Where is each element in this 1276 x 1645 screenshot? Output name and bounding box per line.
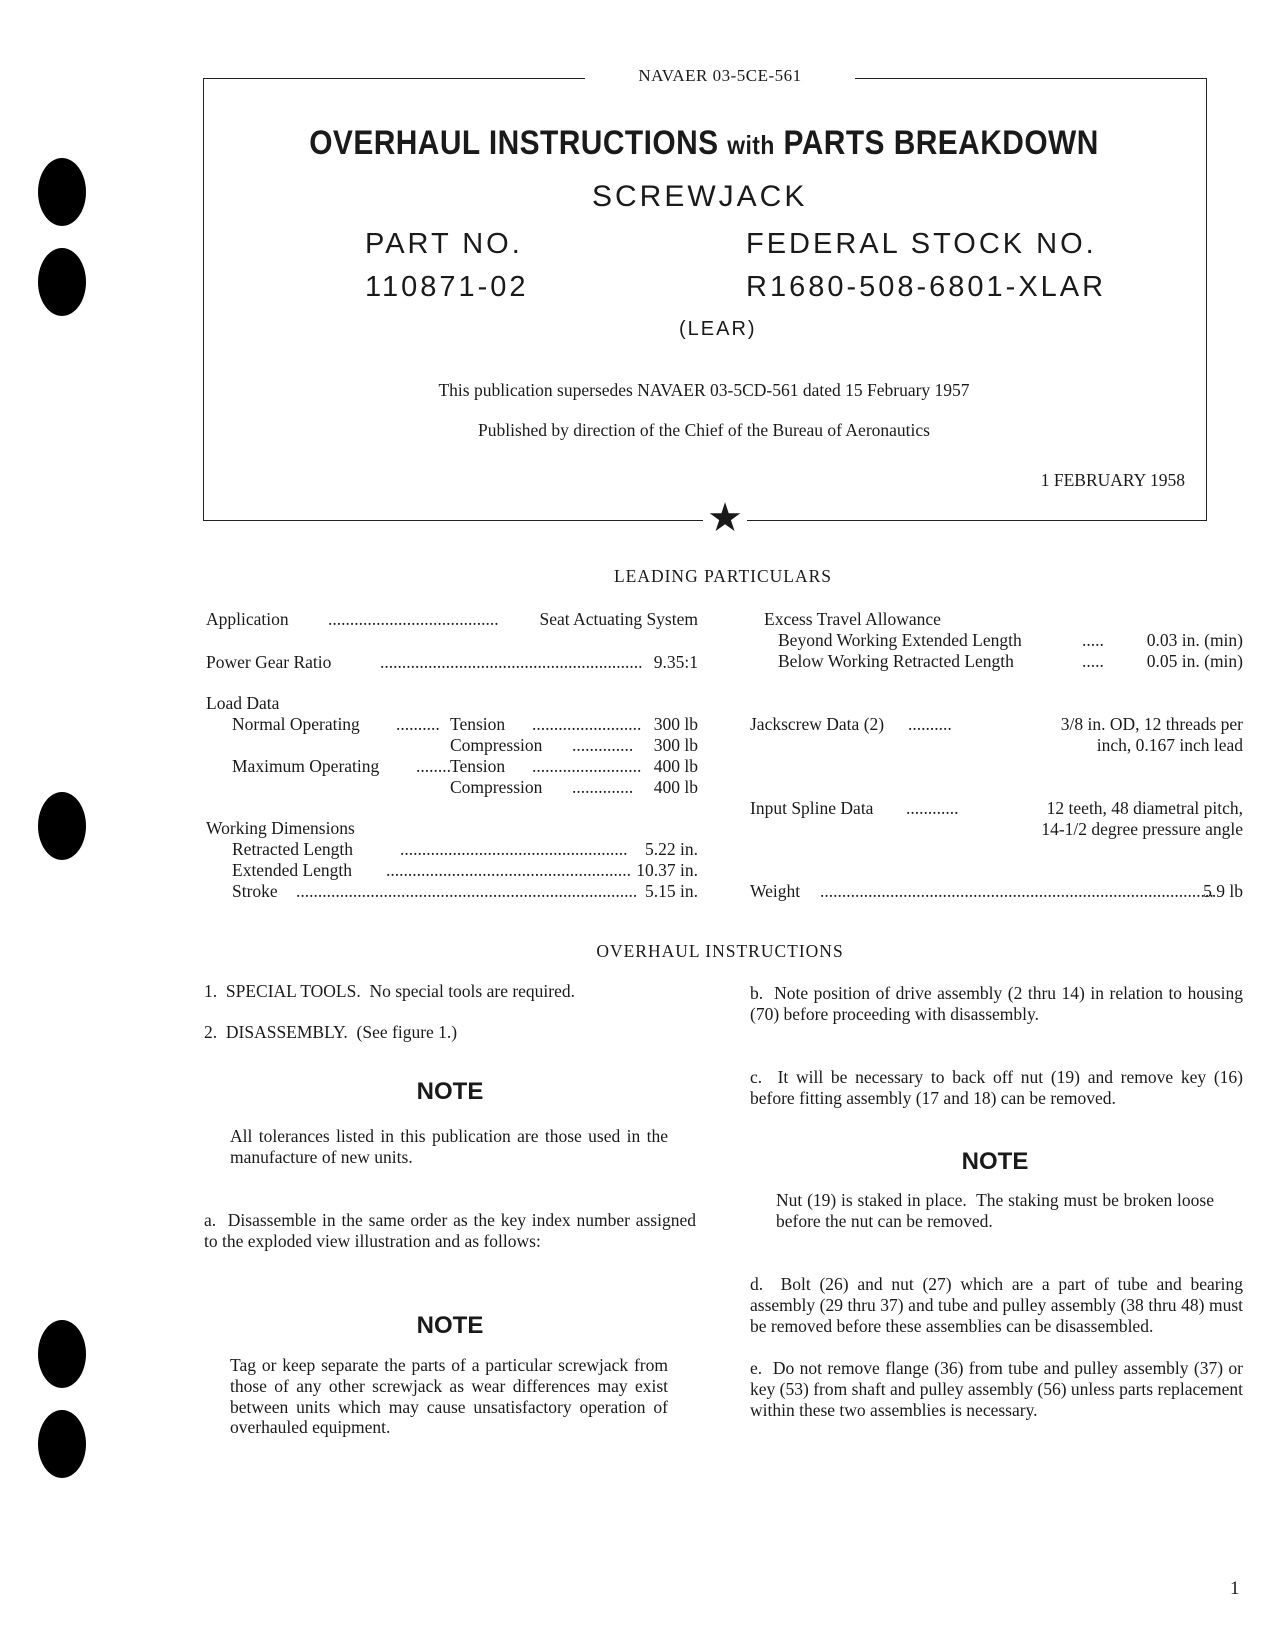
application-value: Seat Actuating System [539, 609, 698, 629]
binder-hole-upper [38, 248, 86, 316]
star-icon: ★ [705, 498, 745, 538]
weight-label: Weight [750, 881, 801, 901]
title-with: with [727, 130, 775, 160]
retracted-length-value: 5.22 in. [645, 839, 698, 859]
title-part-b: PARTS BREAKDOWN [783, 124, 1099, 162]
stock-no-label: FEDERAL STOCK NO. [746, 228, 1097, 260]
note-heading-3: NOTE [961, 1148, 1029, 1175]
max-tension-label: Tension [450, 756, 506, 776]
normal-compression-label: Compression [450, 735, 543, 755]
application-label: Application [206, 609, 289, 629]
below-retracted-leader: ..... [1082, 651, 1104, 671]
published-by: Published by direction of the Chief of the Bureau of Aeronautics [478, 420, 930, 440]
weight-value: 5.9 lb [1203, 881, 1243, 901]
normal-tension-value: 300 lb [653, 714, 698, 734]
jackscrew-value-line2: inch, 0.167 inch lead [1096, 735, 1243, 755]
beyond-extended-leader: ..... [1082, 630, 1104, 650]
publication-date: 1 FEBRUARY 1958 [1040, 470, 1185, 490]
paragraph-e: e. Do not remove flange (36) from tube and pulley assembly (37) or key (53) from shaft and pulley assembly (56) unless parts replacement within these two assemblies is necessary. [750, 1358, 1248, 1420]
note-heading-2: NOTE [416, 1312, 484, 1339]
binder-hole-bottom [38, 1410, 86, 1478]
part-no-label: PART NO. [365, 228, 523, 260]
note-heading-1: NOTE [416, 1078, 484, 1105]
input-spline-value-line1: 12 teeth, 48 diametral pitch, [1046, 798, 1243, 818]
input-spline-label: Input Spline Data [750, 798, 874, 818]
max-tension-leader: ......................... [532, 756, 642, 776]
input-spline-leader: ............ [906, 798, 959, 818]
jackscrew-label: Jackscrew Data (2) [750, 714, 885, 734]
frame-bottom-rule-left [203, 520, 703, 521]
working-dimensions-heading: Working Dimensions [206, 818, 355, 838]
max-tension-value: 400 lb [653, 756, 698, 776]
stroke-value: 5.15 in. [645, 881, 698, 901]
part-number: 110871-02 [365, 271, 529, 303]
normal-tension-label: Tension [450, 714, 506, 734]
extended-length-leader: ........................................................ [386, 860, 631, 880]
note-tolerances: All tolerances listed in this publication are those used in the manufacture of new units. [230, 1126, 668, 1167]
max-compression-label: Compression [450, 777, 543, 797]
disassembly-item: 2. DISASSEMBLY. (See figure 1.) [204, 1022, 458, 1042]
stroke-label: Stroke [232, 881, 278, 901]
below-retracted-label: Below Working Retracted Length [778, 651, 1014, 671]
overhaul-instructions-heading: OVERHAUL INSTRUCTIONS [596, 941, 844, 961]
maximum-operating-label: Maximum Operating [232, 756, 380, 776]
jackscrew-leader: .......... [908, 714, 952, 734]
supersedes-note: This publication supersedes NAVAER 03-5CD-561 dated 15 February 1957 [438, 380, 970, 400]
document-title [263, 124, 1145, 163]
stroke-leader: .............................................................................. [296, 881, 638, 901]
application-leader: ....................................... [328, 609, 499, 629]
retracted-length-leader: .................................................... [400, 839, 628, 859]
extended-length-label: Extended Length [232, 860, 353, 880]
paragraph-c: c. It will be necessary to back off nut (19) and remove key (16) before fitting assembly (17 and 18) can be removed. [750, 1067, 1248, 1108]
document-number: NAVAER 03-5CE-561 [638, 66, 802, 85]
gear-ratio-leader: ............................................................ [380, 652, 643, 672]
frame-bottom-rule-right [747, 520, 1207, 521]
note-staking: Nut (19) is staked in place. The staking must be broken loose before the nut can be removed. [776, 1190, 1219, 1231]
binder-hole-lower [38, 1320, 86, 1388]
max-compression-value: 400 lb [653, 777, 698, 797]
max-compression-leader: .............. [572, 777, 634, 797]
paragraph-a: a. Disassemble in the same order as the key index number assigned to the exploded view illustration and as follows: [204, 1210, 701, 1251]
binder-hole-top [38, 158, 86, 226]
manufacturer: (LEAR) [679, 318, 757, 340]
normal-compression-leader: .............. [572, 735, 634, 755]
binder-hole-middle [38, 792, 86, 860]
special-tools-item: 1. SPECIAL TOOLS. No special tools are required. [204, 981, 576, 1001]
beyond-extended-value: 0.03 in. (min) [1146, 630, 1243, 650]
page-number: 1 [1230, 1578, 1240, 1599]
normal-operating-label: Normal Operating [232, 714, 360, 734]
beyond-extended-label: Beyond Working Extended Length [778, 630, 1022, 650]
load-data-heading: Load Data [206, 693, 280, 713]
paragraph-b: b. Note position of drive assembly (2 thru 14) in relation to housing (70) before proceeding with disassembly. [750, 983, 1248, 1024]
below-retracted-value: 0.05 in. (min) [1146, 651, 1243, 671]
normal-compression-value: 300 lb [653, 735, 698, 755]
normal-operating-leader: .......... [396, 714, 440, 734]
input-spline-value-line2: 14-1/2 degree pressure angle [1041, 819, 1243, 839]
gear-ratio-label: Power Gear Ratio [206, 652, 332, 672]
gear-ratio-value: 9.35:1 [653, 652, 698, 672]
stock-number: R1680-508-6801-XLAR [746, 271, 1107, 303]
title-part-a: OVERHAUL INSTRUCTIONS [309, 124, 719, 162]
subject-title: SCREWJACK [592, 180, 808, 213]
note-tag-parts: Tag or keep separate the parts of a particular screwjack from those of any other screwjack as wear differences may exist between units which may cause unsatisfactory operation of overhauled equipment. [230, 1355, 668, 1438]
normal-tension-leader: ......................... [532, 714, 642, 734]
paragraph-d: d. Bolt (26) and nut (27) which are a part of tube and bearing assembly (29 thru 37) and tube and pulley assembly (38 thru 48) must be removed before these assemblies can be disassembled. [750, 1274, 1248, 1336]
jackscrew-value-line1: 3/8 in. OD, 12 threads per [1060, 714, 1243, 734]
excess-travel-heading: Excess Travel Allowance [764, 609, 941, 629]
extended-length-value: 10.37 in. [636, 860, 698, 880]
leading-particulars-heading: LEADING PARTICULARS [613, 566, 833, 586]
retracted-length-label: Retracted Length [232, 839, 353, 859]
weight-leader: .......................................................................................... [820, 881, 1214, 901]
maximum-operating-leader: ........ [416, 756, 451, 776]
